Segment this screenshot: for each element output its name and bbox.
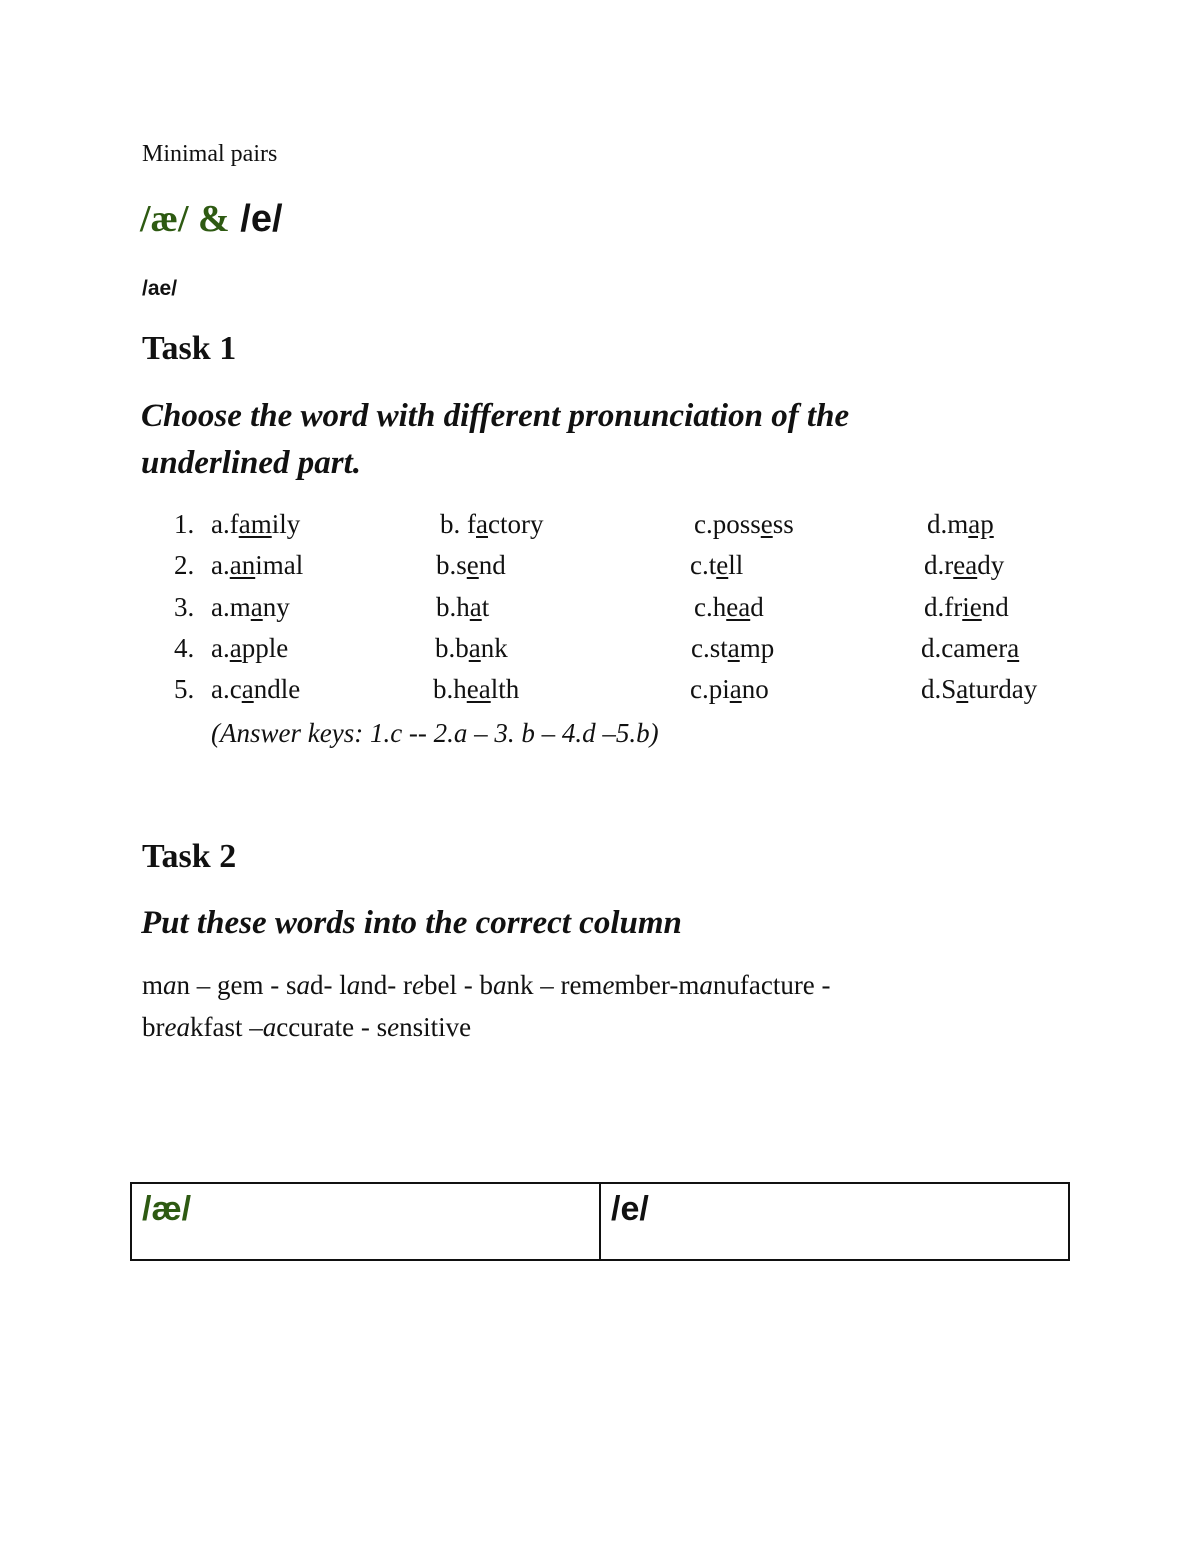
- underlined-part: a: [727, 633, 740, 663]
- word-text: kfast –: [189, 1012, 263, 1042]
- underlined-part: a: [476, 509, 488, 539]
- option-d: [921, 674, 1037, 705]
- underlined-part: ea: [466, 674, 491, 704]
- vowel-mark: a: [262, 1012, 277, 1042]
- option-text: d.fr: [924, 592, 963, 622]
- task1-instruction-line2: underlined part.: [141, 445, 362, 481]
- vowel-mark: e: [602, 970, 615, 1000]
- option-c: [691, 633, 774, 664]
- vowel-mark: a: [699, 970, 713, 1000]
- question-row: [0, 633, 1200, 669]
- option-text: imal: [255, 550, 304, 580]
- task2-title: Task 2: [142, 838, 237, 875]
- column-ae: /æ/: [131, 1183, 600, 1260]
- question-row: [0, 509, 1200, 545]
- word-text: bel - b: [423, 970, 493, 1000]
- option-text: t: [481, 592, 490, 622]
- underlined-part: a: [469, 592, 482, 622]
- page-heading: [140, 197, 283, 241]
- underlined-part: ie: [962, 592, 982, 622]
- task1-instruction-line1: Choose the word with different pronunciation of the: [141, 398, 850, 434]
- option-text: lth: [490, 674, 520, 704]
- word-text: m: [142, 970, 164, 1000]
- option-text: dy: [977, 550, 1005, 580]
- underlined-part: a: [956, 674, 969, 704]
- vowel-mark: a: [346, 970, 361, 1000]
- option-text: turday: [968, 674, 1038, 704]
- word-text: nufacture -: [712, 970, 831, 1000]
- word-text: nk – rem: [506, 970, 603, 1000]
- vowel-mark: e: [387, 1012, 400, 1042]
- option-text: b.s: [436, 550, 467, 580]
- option-text: ss: [772, 509, 794, 539]
- option-b: [433, 674, 519, 705]
- option-text: a.m: [211, 592, 251, 622]
- option-text: b.b: [435, 633, 469, 663]
- option-a: [211, 509, 300, 540]
- option-text: a.f: [211, 509, 239, 539]
- word-list-line1: [142, 970, 831, 1001]
- word-text: br: [142, 1012, 165, 1042]
- heading-e-symbol: /e/: [240, 198, 283, 240]
- question-row: [0, 592, 1200, 628]
- vowel-mark: a: [163, 970, 177, 1000]
- word-text: nsitive: [399, 1012, 472, 1042]
- option-a: [211, 633, 288, 664]
- underlined-part: a: [1007, 633, 1020, 663]
- question-number: 2.: [174, 550, 195, 580]
- underlined-part: e: [466, 550, 479, 580]
- option-text: d.S: [921, 674, 957, 704]
- underlined-part: e: [716, 550, 729, 580]
- option-text: b. f: [440, 509, 476, 539]
- underlined-part: a: [241, 674, 254, 704]
- word-list-line2: [142, 1012, 471, 1043]
- underlined-part: am: [238, 509, 272, 539]
- answer-keys: (Answer keys: 1.c -- 2.a – 3. b – 4.d –5.b): [211, 718, 659, 748]
- option-text: a.: [211, 550, 230, 580]
- word-text: n – gem - s: [176, 970, 297, 1000]
- word-text: d- l: [310, 970, 347, 1000]
- option-text: d.r: [924, 550, 954, 580]
- option-text: mp: [739, 633, 775, 663]
- option-text: b.h: [436, 592, 470, 622]
- option-text: c.h: [694, 592, 727, 622]
- option-c: [690, 674, 769, 705]
- vowel-mark: e: [411, 970, 424, 1000]
- column-e: /e/: [600, 1183, 1069, 1260]
- option-a: [211, 674, 300, 705]
- heading-ae-symbol: /æ/ &: [140, 198, 230, 240]
- option-text: ll: [728, 550, 744, 580]
- option-text: ily: [271, 509, 301, 539]
- option-text: a.c: [211, 674, 242, 704]
- vowel-mark: a: [492, 970, 507, 1000]
- underlined-part: a: [729, 674, 742, 704]
- option-c: [694, 509, 794, 540]
- subtitle: Minimal pairs: [142, 141, 278, 167]
- question-number: 5.: [174, 674, 195, 704]
- option-text: c.poss: [694, 509, 761, 539]
- option-text: a.: [211, 633, 230, 663]
- option-text: c.t: [690, 550, 717, 580]
- option-text: ny: [262, 592, 290, 622]
- underlined-part: ap: [968, 509, 994, 539]
- small-ipa-label: /ae/: [142, 277, 178, 300]
- word-text: mber-m: [614, 970, 700, 1000]
- task1-title: Task 1: [142, 330, 237, 367]
- question-number: 1.: [174, 509, 195, 539]
- underlined-part: a: [250, 592, 263, 622]
- option-a: [211, 550, 303, 581]
- word-text: ccurate - s: [276, 1012, 388, 1042]
- option-b: [435, 633, 508, 664]
- option-d: [927, 509, 994, 540]
- option-text: nd: [981, 592, 1009, 622]
- question-number: 4.: [174, 633, 195, 663]
- option-b: [436, 550, 506, 581]
- underlined-part: ea: [953, 550, 978, 580]
- underlined-part: a: [468, 633, 481, 663]
- vowel-mark: ea: [164, 1012, 190, 1042]
- task2-instruction: Put these words into the correct column: [141, 905, 682, 941]
- option-text: pple: [241, 633, 289, 663]
- option-text: nd: [478, 550, 506, 580]
- option-text: nk: [480, 633, 508, 663]
- option-d: [924, 550, 1004, 581]
- question-number: 3.: [174, 592, 195, 622]
- option-text: d.camer: [921, 633, 1008, 663]
- option-text: d.m: [927, 509, 969, 539]
- option-b: [440, 509, 543, 540]
- option-c: [690, 550, 743, 581]
- option-d: [924, 592, 1009, 623]
- sorting-table: [130, 1182, 1070, 1261]
- word-text: nd- r: [360, 970, 412, 1000]
- underlined-part: e: [760, 509, 773, 539]
- option-text: d: [750, 592, 764, 622]
- question-row: [0, 674, 1200, 710]
- option-text: c.st: [691, 633, 728, 663]
- option-text: ctory: [487, 509, 544, 539]
- underlined-part: an: [229, 550, 256, 580]
- option-a: [211, 592, 290, 623]
- option-c: [694, 592, 764, 623]
- vowel-mark: a: [296, 970, 310, 1000]
- underlined-part: a: [229, 633, 242, 663]
- option-text: ndle: [253, 674, 301, 704]
- question-row: [0, 550, 1200, 586]
- option-d: [921, 633, 1019, 664]
- option-b: [436, 592, 489, 623]
- underlined-part: ea: [726, 592, 751, 622]
- option-text: c.pi: [690, 674, 730, 704]
- option-text: b.h: [433, 674, 467, 704]
- option-text: no: [741, 674, 769, 704]
